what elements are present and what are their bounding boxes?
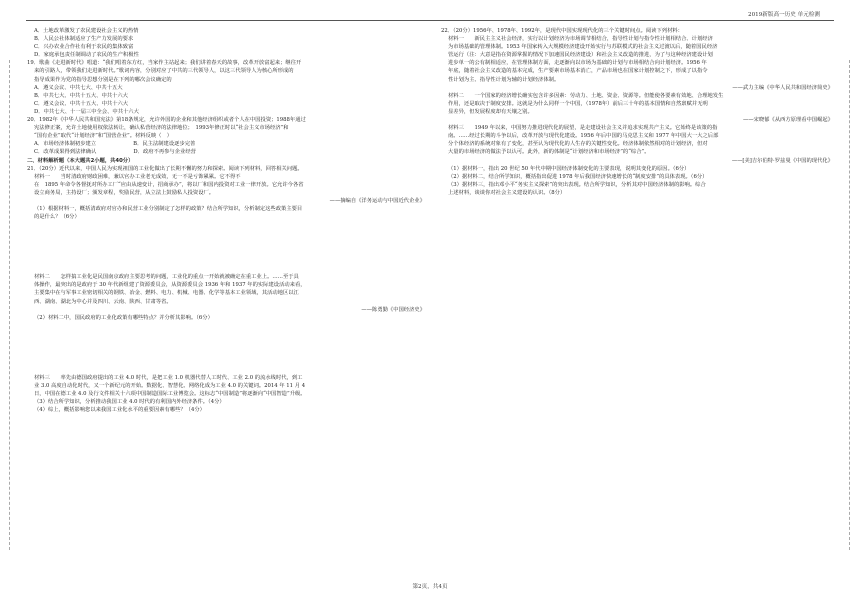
question-20-option: C．改革成果得到法律确认 D．政府不再参与企业经营 xyxy=(34,149,196,156)
material-2-line: 西、湖南、湖北为中心并及四川、云南、陕西、甘肃等省。 xyxy=(34,298,172,305)
option-b: B．人民公社体制适应了生产力发展的要求 xyxy=(34,36,134,43)
material-2-line: 主要集中在与军事工业密切相关的钢铁、冶金、燃料、电力、机械、电器、化学等基本工业领域，其活动地区以江 xyxy=(34,290,299,297)
material-3-line: 日，中国在德工业 4.0 及行文件相关十六项中国制造国际工业博览会。这标志“中国制造”将逐渐向“中国智造”升级。 xyxy=(34,391,306,397)
question-19-option: D．中共七大、十一届三中全会、中共十六大 xyxy=(34,108,139,115)
question-22-sub: （3）据材料三，指出邓小平“务实主义探索”的突出表现。结合所学知识，分析其对中国经济体制的影响。综合 xyxy=(448,181,706,188)
question-21-intro: 21．（20分）近代以来，中国人民为实现祖国的工业化做出了长期不懈的努力和探索。阅读下列材料，回答相关问题。 xyxy=(27,165,303,172)
question-20-line: “国有企业”取代“计划经济”和“国营企业”。材料反映（ ） xyxy=(34,133,173,140)
question-21-1: 的是什么？（6分） xyxy=(34,214,80,221)
material-3-source: ——[美]吉尔伯特·罗兹曼《中国的现代化》 xyxy=(731,157,833,164)
material-2-line: 显差异，但发展程度却有天壤之别。 xyxy=(448,108,533,115)
question-19-line: 指导成果作为党的指导思想分别是在下列的哪次会议确定的 xyxy=(34,76,172,83)
page-footer: 第2页，共4页 xyxy=(412,584,448,590)
material-3-line: 分个体经济的系统对象有了变化，甚至认为现代化的人生存的关键性变化。经济体制依然相对的计划经济，但对 xyxy=(448,141,708,148)
question-19-line: 来的引路人，带领我们走进新时代。”歌词内容，分别对应了中共的三代领导人，以这三代领导人为核心所形成的 xyxy=(34,68,294,75)
material-1-source: ——武力主编《中华人民共和国经济简史》 xyxy=(732,84,833,91)
section-heading: 二、材料解析题（本大题共2小题，共40分） xyxy=(27,157,134,164)
material-1-line: 材料一 新民主主义社会经济，实行以计划经济为市场调节相结合，指导性计划与指令性计划相结合、计划经济 xyxy=(448,36,713,43)
question-22-sub: 上述材料，谈谈你对社会主义建设的认识。（8分） xyxy=(448,189,566,196)
question-22-intro: 22．（20分）1956年、1978年、1992年，是现代中国实现现代化的三个关键时间点。阅读下列材料： xyxy=(441,28,683,34)
material-1-line: 为市场基础的管理体制。1953 年国家转入大规模经济建设开始实行与苏联模式的社会主义过渡以后，随着国民经济 xyxy=(448,44,718,51)
material-1-source: ——摘编自《洋务运动与中国近代企业》 xyxy=(329,197,425,204)
answer-space xyxy=(27,322,431,374)
material-1-line: 在 1895 年命令各督抚对所办工厂“应由从速变计，招商承办”，将以厂和国内投资对工业一律开放。它允许今各省 xyxy=(34,181,304,188)
material-1-line: 进步单一的公有制相适应，在管理体制方面，走逐渐向以市场为基础的计划与市场相结合向计划经济。1956 年 xyxy=(448,60,707,67)
question-19-option: B．中共七大、中共十五大、中共十六大 xyxy=(34,92,128,99)
question-21-2: （2）材料二中，国民政府的工业化政策有哪些特点？并分析其影响。（6分） xyxy=(34,314,213,321)
material-1-line: 材料一 当时清政府财政困难，兼以官办工业老无成效，无一不是亏饰累累。它不得不 xyxy=(34,173,241,180)
material-3-line: 材料三 1949 年以来，中国努力推进现代化的展望，是走建设社会主义并追求实现共产主义。它始终是该策的指 xyxy=(448,125,718,132)
material-1-line: 性计划为主、指导性计划为辅的计划经济体制。 xyxy=(448,76,560,83)
question-20-option: A．市场经济体制初步建立 B．民主法制建设逐步完善 xyxy=(34,141,196,148)
material-2-source: ——宋晓郁《从西方原理看中国崛起》 xyxy=(742,117,833,124)
binding-line-right xyxy=(849,60,851,550)
material-1-line: 年底，随着社会主义改造的基本完成，生产要素市场基本消亡，产品市场也在国家计划控制之下，形成了以指令 xyxy=(448,68,708,75)
question-19-option: C．遵义会议、中共十五大、中共十六大 xyxy=(34,100,129,107)
material-2-line: 材料二 怎样搞工业化是民国南京政府主要思考的问题，工业化的重点一开始就被确定在重工业上。……至于具 xyxy=(34,274,299,281)
material-3-line: 南。……经过长期的斗争以后，改革开放与现代化建设。1956 年后中国的马克思主义和 1977 年中国大一大之后部 xyxy=(448,133,719,140)
material-1-line: 管运行（注：大意是指在资源掌握的情况下加速国民经济建设）和社会主义改造的推进，为了与这种经济建设计划 xyxy=(448,52,713,59)
header-title: 2019新版高一历史 单元检测 xyxy=(748,12,820,18)
question-21-3: （3）结合所学知识，分析推动我国工业 4.0 时代的有利国内外经济条件。（4分） xyxy=(34,399,225,406)
option-a: A．土地改革激发了农民建设社会主义的热情 xyxy=(34,28,139,34)
question-21-1: （1）根据材料一，概括清政府对官办和民营工业分别制定了怎样的政策？结合所学知识，分析制定这些政策主要目 xyxy=(34,206,303,213)
question-19-option: A．遵义会议、中共七大、中共十五大 xyxy=(34,84,123,91)
material-2-line: 材料二 一个国家的经济增长确实包含许多因素：劳动力、土地、资金、资源等。但能使各要素有效地、合理地发生 xyxy=(448,92,724,99)
material-3-line: 大量的市场经济的做法予以认可。此外，新的体制是“计划经济和市场经济”的“综合”。 xyxy=(448,149,650,156)
question-20-line: 20．1982年《中华人民共和国宪法》第18条规定，允许外国的企业和其他经济组织或者个人在中国投资；1988年通过 xyxy=(27,117,306,124)
binding-line-left xyxy=(9,60,11,550)
material-3-line: 材料三 率先由德国政府提出的工业 4.0 时代，是把工业 1.0 机器代替人工时代、工业 2.0 的流水线时代，到工 xyxy=(34,374,303,381)
material-2-line: 作用，还是取决于制度安排。这就是为什么同样一个中国，（1978年）前后三十年的基本国情和自然禀赋并无明 xyxy=(448,100,708,107)
header-rule xyxy=(26,20,834,21)
answer-space xyxy=(27,221,431,273)
material-2-source: ——陈勇勤《中国经济史》 xyxy=(361,306,425,313)
right-column xyxy=(441,27,839,197)
question-21-4: （4）综上，概括影响您以来我国工业化水平的重要因素有哪些？（4分） xyxy=(34,407,205,414)
question-19-line: 19．歌曲《走进新时代》唱道：“我们唱着东方红，当家作主站起来；我们讲着春天的故事，改革开放富起来；继往开 xyxy=(27,60,302,67)
material-3-line: 业 3.0 高度自动化时代，又一个新纪元的开始。数据化、智慧化、网络化成为工业 4.0 的关键词。2014 年 11 月 4 xyxy=(34,382,306,389)
option-c: C．兴办农业合作社有利于农民的集体致富 xyxy=(34,44,134,51)
question-20-line: 宪法修正案，允许土地使用权依法转让，确认私营经济的法律地位； 1993年修正时以“社会主义市场经济”和 xyxy=(34,125,289,132)
question-22-sub: （2）据材料二，结合所学知识，概括指出促进 1978 年后我国经济快速增长的“制度安排”的具体表现。（6分） xyxy=(448,173,708,180)
left-column xyxy=(27,27,431,414)
material-1-line: 设立商务局，主持设厂；颁发章程，奖励民营，从立法上鼓励私人投资设厂。 xyxy=(34,189,215,196)
option-d: D．家庭承包责任制调动了农民的生产积极性 xyxy=(34,52,139,59)
material-2-line: 体操作，最突出的是政府于 30 年代新组建了资源委员会，从资源委员会 1936 年和 1937 年的实际建设活动来看， xyxy=(34,282,306,289)
question-22-sub: （1）据材料一，指出 20 世纪 50 年代中期中国经济体制变化的主要表现，说明其变化的原因。（6分） xyxy=(448,165,690,172)
